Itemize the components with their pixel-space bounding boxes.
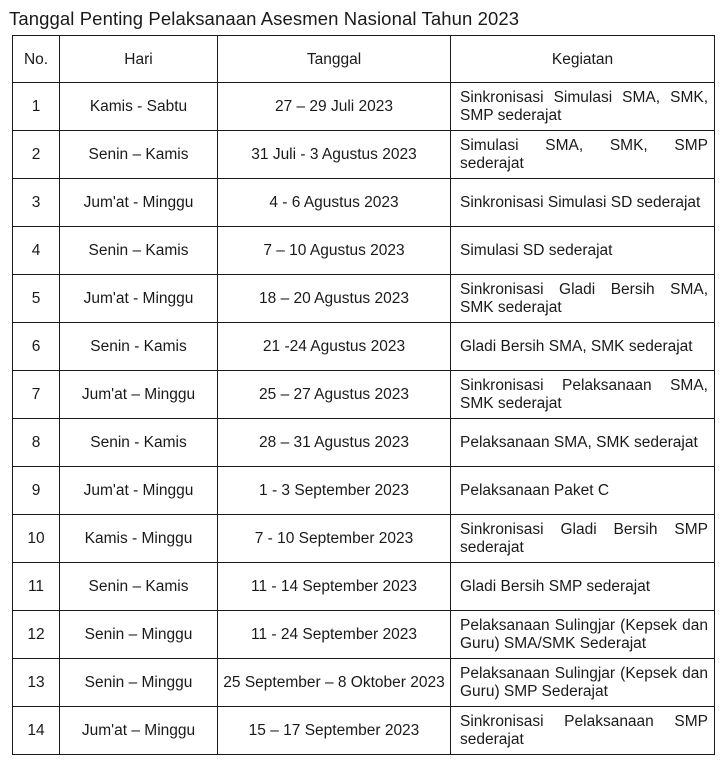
column-header-hari: Hari <box>60 36 218 83</box>
cell-tanggal: 28 – 31 Agustus 2023 <box>218 419 451 467</box>
cell-kegiatan: Pelaksanaan Sulingjar (Kepsek dan Guru) SMP Sederajat <box>451 659 715 707</box>
cell-hari: Senin – Kamis <box>60 227 218 275</box>
table-row <box>13 371 715 419</box>
cell-no: 6 <box>13 323 60 371</box>
cell-kegiatan: Sinkronisasi Pelaksanaan SMP sederajat <box>451 707 715 755</box>
cell-no: 11 <box>13 563 60 611</box>
cell-tanggal: 18 – 20 Agustus 2023 <box>218 275 451 323</box>
cell-tanggal: 11 - 14 September 2023 <box>218 563 451 611</box>
cell-no: 3 <box>13 179 60 227</box>
table-row <box>13 179 715 227</box>
cell-kegiatan: Pelaksanaan Paket C <box>451 467 715 515</box>
cell-hari: Jum'at – Minggu <box>60 371 218 419</box>
cell-kegiatan: Gladi Bersih SMA, SMK sederajat <box>451 323 715 371</box>
cell-tanggal: 11 - 24 September 2023 <box>218 611 451 659</box>
cell-tanggal: 25 – 27 Agustus 2023 <box>218 371 451 419</box>
cell-tanggal: 7 – 10 Agustus 2023 <box>218 227 451 275</box>
cell-kegiatan: Sinkronisasi Gladi Bersih SMA, SMK sederajat <box>451 275 715 323</box>
cell-no: 14 <box>13 707 60 755</box>
cell-no: 8 <box>13 419 60 467</box>
cell-no: 10 <box>13 515 60 563</box>
table-row <box>13 563 715 611</box>
table-row <box>13 659 715 707</box>
cell-no: 1 <box>13 83 60 131</box>
cell-kegiatan: Gladi Bersih SMP sederajat <box>451 563 715 611</box>
cell-hari: Jum'at - Minggu <box>60 467 218 515</box>
cell-hari: Senin – Kamis <box>60 563 218 611</box>
cell-kegiatan: Pelaksanaan SMA, SMK sederajat <box>451 419 715 467</box>
column-header-kegiatan: Kegiatan <box>451 36 715 83</box>
schedule-table <box>12 35 715 755</box>
cell-tanggal: 27 – 29 Juli 2023 <box>218 83 451 131</box>
cell-kegiatan: Sinkronisasi Pelaksanaan SMA, SMK sederajat <box>451 371 715 419</box>
cell-no: 4 <box>13 227 60 275</box>
table-row <box>13 707 715 755</box>
table-row <box>13 467 715 515</box>
cell-no: 7 <box>13 371 60 419</box>
table-row <box>13 275 715 323</box>
cell-hari: Senin – Minggu <box>60 611 218 659</box>
cell-hari: Senin - Kamis <box>60 419 218 467</box>
cell-kegiatan: Sinkronisasi Gladi Bersih SMP sederajat <box>451 515 715 563</box>
cell-no: 5 <box>13 275 60 323</box>
page-title: Tanggal Penting Pelaksanaan Asesmen Nasional Tahun 2023 <box>9 8 520 29</box>
cell-hari: Kamis - Minggu <box>60 515 218 563</box>
cell-tanggal: 7 - 10 September 2023 <box>218 515 451 563</box>
table-row <box>13 419 715 467</box>
cell-hari: Jum'at – Minggu <box>60 707 218 755</box>
cell-tanggal: 31 Juli - 3 Agustus 2023 <box>218 131 451 179</box>
table-header-row <box>13 36 715 83</box>
cell-hari: Jum'at - Minggu <box>60 179 218 227</box>
cell-no: 13 <box>13 659 60 707</box>
cell-no: 9 <box>13 467 60 515</box>
cell-kegiatan: Simulasi SD sederajat <box>451 227 715 275</box>
cell-hari: Kamis - Sabtu <box>60 83 218 131</box>
table-row <box>13 83 715 131</box>
cell-no: 12 <box>13 611 60 659</box>
table-row <box>13 227 715 275</box>
table-row <box>13 131 715 179</box>
column-header-tanggal: Tanggal <box>218 36 451 83</box>
cell-tanggal: 15 – 17 September 2023 <box>218 707 451 755</box>
cell-hari: Jum'at - Minggu <box>60 275 218 323</box>
cell-hari: Senin – Minggu <box>60 659 218 707</box>
cell-tanggal: 21 -24 Agustus 2023 <box>218 323 451 371</box>
cell-hari: Senin - Kamis <box>60 323 218 371</box>
table-row <box>13 323 715 371</box>
column-header-no: No. <box>13 36 60 83</box>
cell-hari: Senin – Kamis <box>60 131 218 179</box>
cell-kegiatan: Sinkronisasi Simulasi SMA, SMK, SMP sederajat <box>451 83 715 131</box>
cell-tanggal: 1 - 3 September 2023 <box>218 467 451 515</box>
cell-kegiatan: Pelaksanaan Sulingjar (Kepsek dan Guru) SMA/SMK Sederajat <box>451 611 715 659</box>
cell-tanggal: 25 September – 8 Oktober 2023 <box>218 659 451 707</box>
cell-no: 2 <box>13 131 60 179</box>
table-row <box>13 611 715 659</box>
cell-tanggal: 4 - 6 Agustus 2023 <box>218 179 451 227</box>
table-row <box>13 515 715 563</box>
cell-kegiatan: Simulasi SMA, SMK, SMP sederajat <box>451 131 715 179</box>
cell-kegiatan: Sinkronisasi Simulasi SD sederajat <box>451 179 715 227</box>
